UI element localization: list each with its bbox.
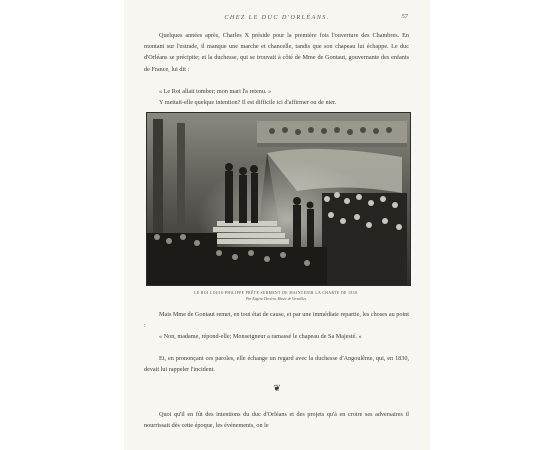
- paragraph-angouleme: Et, en prononçant ces paroles, elle échange un regard avec la duchesse d'Angoulême, qui, en 1830, devait lui rappeler l'incident.: [144, 355, 409, 374]
- book-page: [124, 0, 430, 450]
- page-number: 57: [401, 13, 408, 20]
- figure-credit: Par Eugène Devéria. Musée de Versailles.: [246, 297, 307, 301]
- engraving-scene: [147, 113, 410, 285]
- quote-le-roi: « Le Roi allait tomber; mon mari l'a retenu. »: [159, 88, 272, 95]
- paragraph-final: Quoi qu'il en fût des intentions du duc d'Orléans et des projets qu'à en croire ses adversaires il nourrissait dès cette époque, les événements, on le: [144, 411, 409, 430]
- figure-caption: LE ROI LOUIS-PHILIPPE PRÊTE SERMENT DE MAINTENIR LA CHARTE DE 1830.: [194, 291, 359, 295]
- paragraph-intention: Y mettait-elle quelque intention? Il est difficile ici d'affirmer ou de nier.: [159, 99, 337, 106]
- paragraph-charles-x: Quelques années après, Charles X préside pour la première fois l'ouverture des Chambres. En montant sur l'estrade, il manque une marche et chancelle, tandis que son chapeau lui échappe. Le duc d'Orléans se précipite; et la duchesse, qui se trouvait à côté de Mme de Gontaut, gouvernante des enfants de France, lui dit :: [144, 32, 409, 73]
- paragraph-gontaut: Mais Mme de Gontaut remet, en tout état de cause, et par une immédiate repartie, les choses au point :: [144, 311, 409, 330]
- engraving-illustration: [146, 112, 411, 286]
- page-header: [124, 14, 430, 26]
- quote-non-madame: « Non, madame, répond-elle; Monseigneur a ramassé le chapeau de Sa Majesté. »: [159, 333, 362, 340]
- fleuron-ornament: ❦: [273, 384, 281, 394]
- running-title: CHEZ LE DUC D'ORLÉANS.: [224, 14, 330, 21]
